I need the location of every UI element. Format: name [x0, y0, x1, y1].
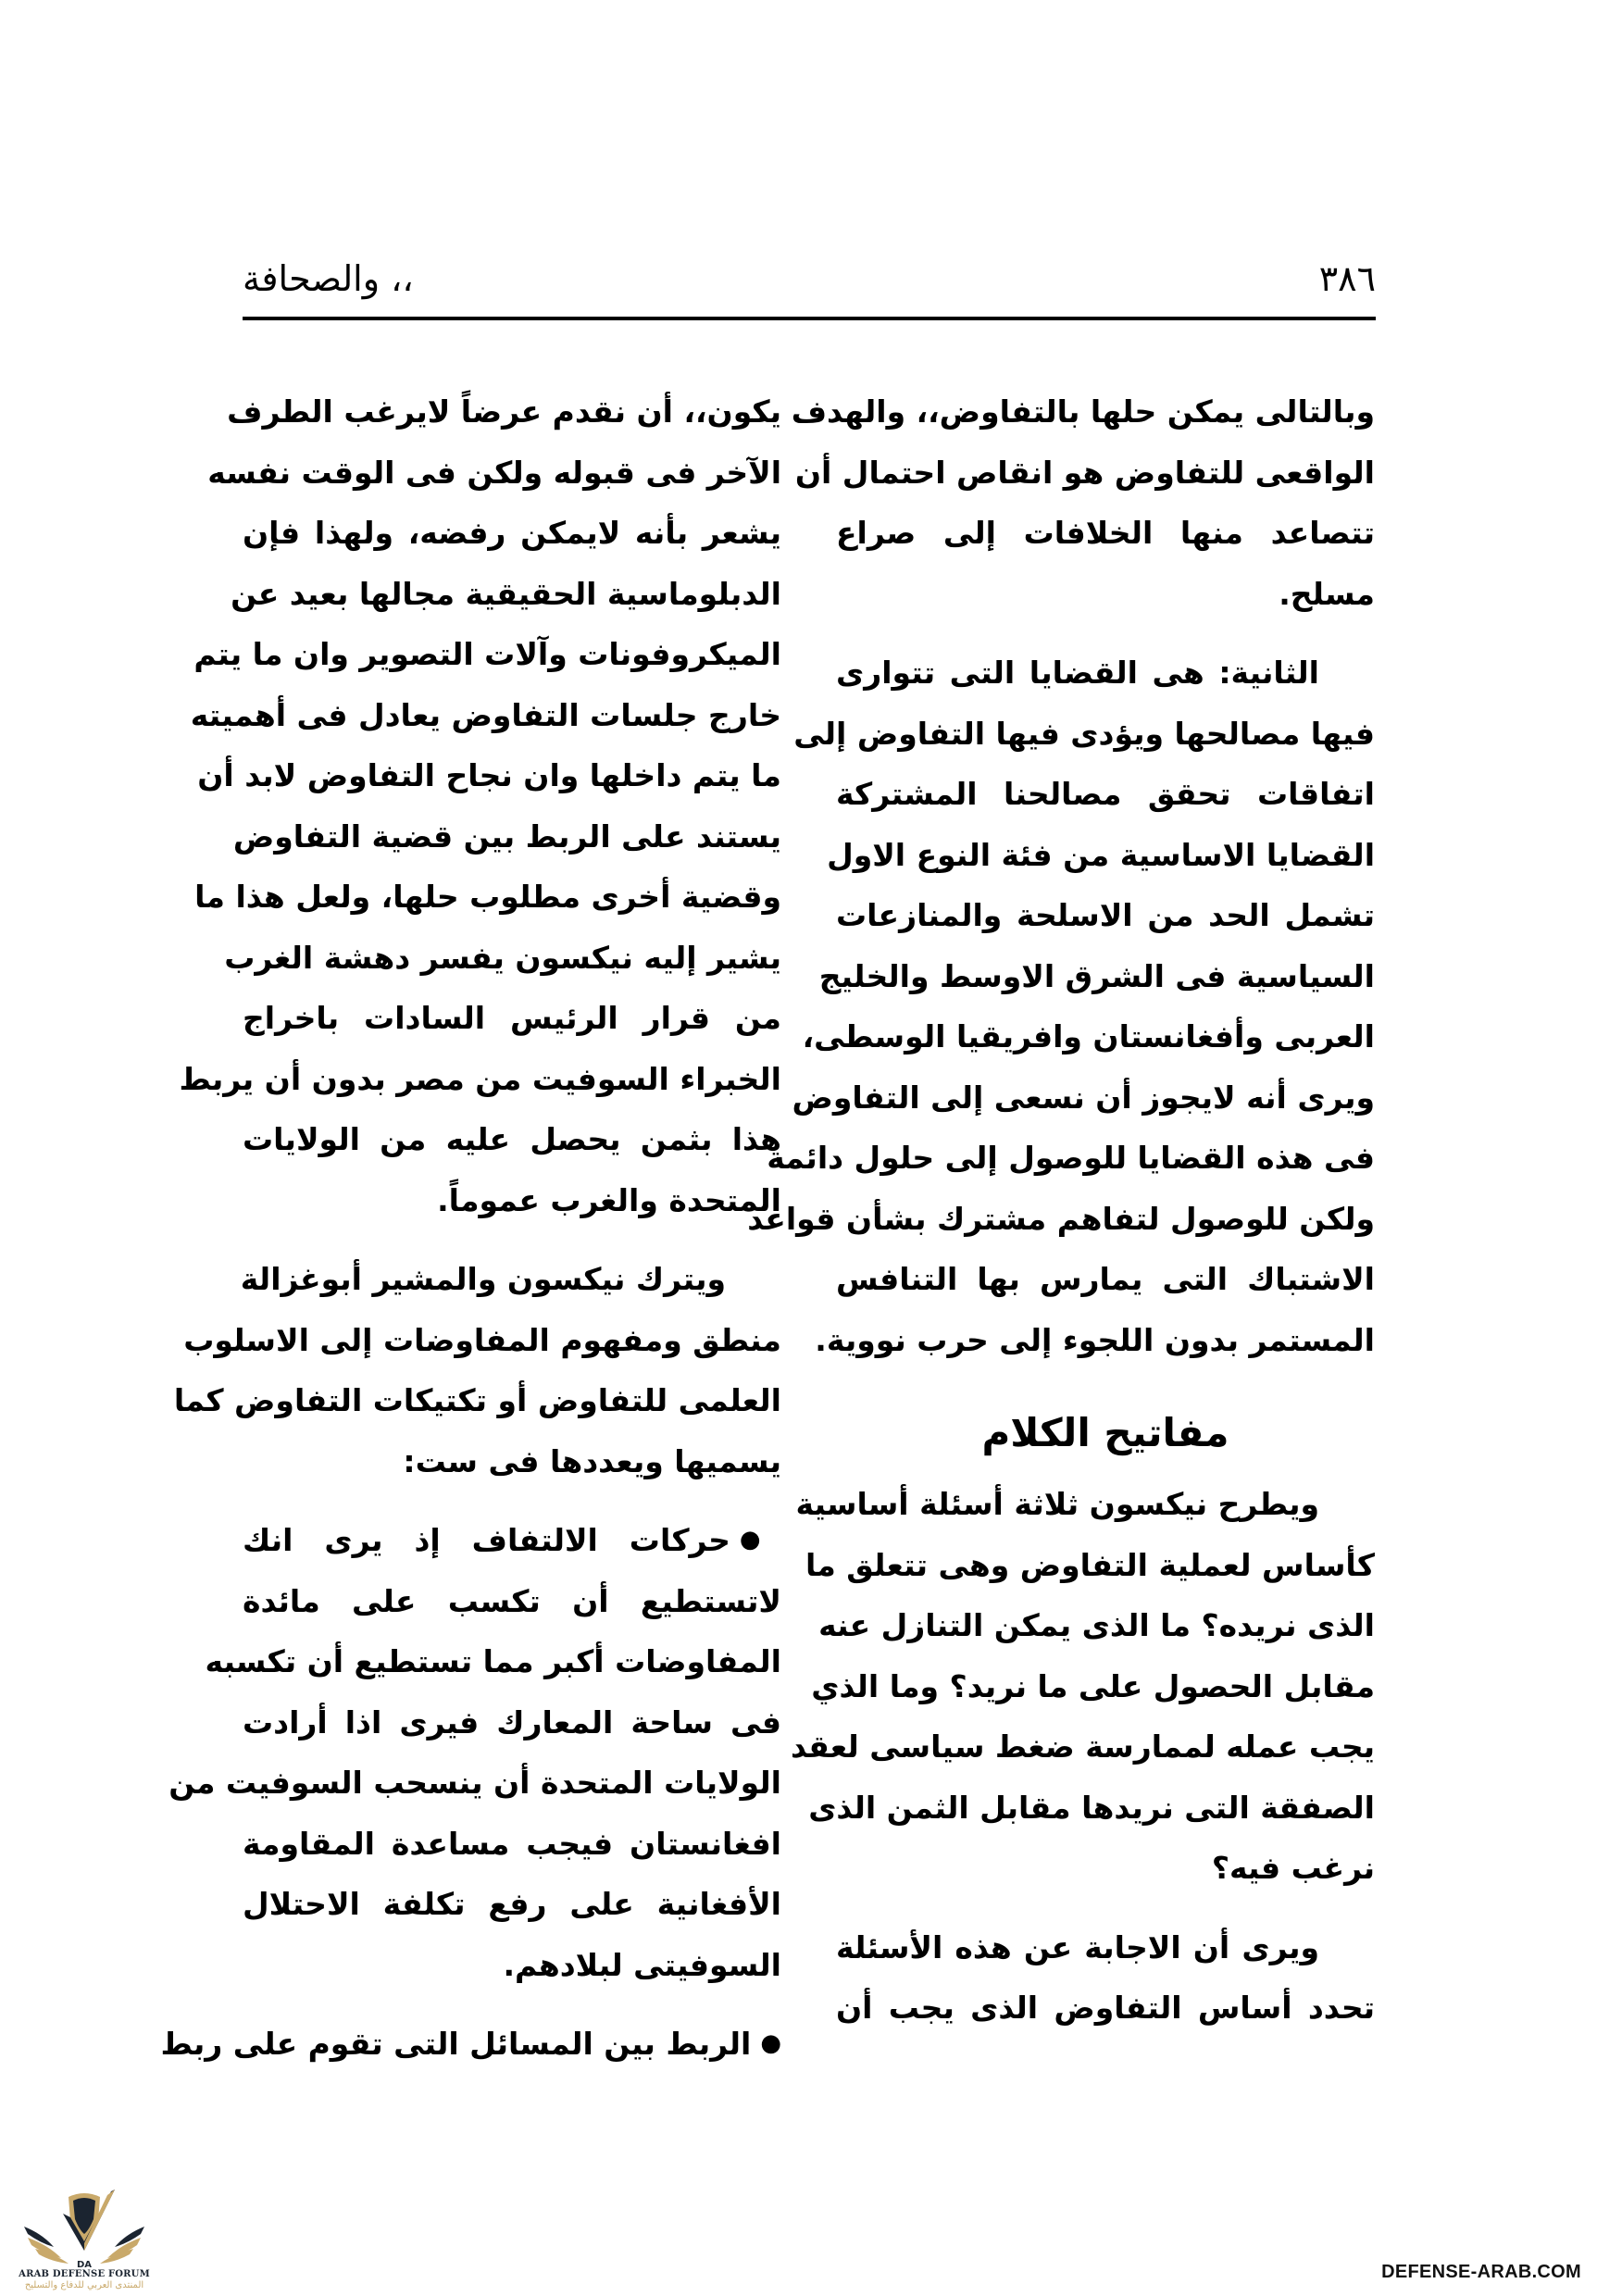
text-line: ويرى أنه لايجوز أن نسعى إلى التفاوض — [792, 1079, 1375, 1116]
text-line: الذى نريده؟ ما الذى يمكن التنازل عنه — [818, 1607, 1375, 1643]
text-line: خارج جلسات التفاوض يعادل فى أهميته — [190, 696, 781, 733]
text-line: مسلح. — [1279, 575, 1375, 612]
text-line: تشمل الحد من الاسلحة والمنازعات — [836, 897, 1375, 933]
text-line: يستند على الربط بين قضية التفاوض — [232, 817, 781, 855]
text-line: الصفقة التى نريدها مقابل الثمن الذى — [808, 1789, 1375, 1826]
text-line: فى ساحة المعارك فيرى اذا أرادت — [243, 1703, 781, 1741]
left-column — [160, 381, 782, 2093]
text-line: السياسية فى الشرق الاوسط والخليج — [818, 957, 1375, 994]
text-line: كأساس لعملية التفاوض وهى تتعلق ما — [805, 1546, 1375, 1583]
forum-name-en: ARAB DEFENSE FORUM — [19, 2269, 150, 2279]
text-line: القضايا الاساسية من فئة النوع الاول — [827, 836, 1375, 873]
text-line: من قرار الرئيس السادات باخراج — [243, 1000, 781, 1036]
text-line: مقابل الحصول على ما نريد؟ وما الذي — [811, 1667, 1375, 1704]
text-line: العلمى للتفاوض أو تكتيكات التفاوض كما — [173, 1382, 781, 1418]
paragraph — [173, 1249, 781, 1491]
text-line: المفاوضات أكبر مما تستطيع أن تكسبه — [205, 1643, 781, 1679]
text-line: اتفاقات تحقق مصالحنا المشتركة — [836, 776, 1375, 812]
text-line: الآخر فى قبوله ولكن فى الوقت نفسه — [207, 454, 781, 491]
text-line: لاتستطيع أن تكسب على مائدة — [243, 1582, 781, 1619]
bullet-text: حركات الالتفاف إذ يرى انك — [243, 1522, 730, 1558]
header-rule — [243, 317, 1376, 320]
text-line: يجب عمله لممارسة ضغط سياسى لعقد — [790, 1728, 1375, 1765]
text-line: الثانية: هى القضايا التى تتوارى — [836, 655, 1319, 691]
paragraph — [747, 643, 1375, 1370]
text-line: الدبلوماسية الحقيقية مجالها بعيد عن — [231, 575, 781, 612]
text-line: المستمر بدون اللجوء إلى حرب نووية. — [815, 1321, 1375, 1358]
forum-name-ar: المنتدى العربي للدفاع والتسليح — [24, 2280, 144, 2290]
svg-text:DA: DA — [76, 2260, 93, 2269]
text-line: هذا بثمن يحصل عليه من الولايات — [243, 1121, 781, 1157]
text-line: نرغب فيه؟ — [1211, 1850, 1375, 1886]
paragraph — [790, 1474, 1375, 1899]
text-line: فى هذه القضايا للوصول إلى حلول دائمة — [767, 1140, 1375, 1176]
forum-logo — [15, 2180, 154, 2291]
text-line: العربى وأفغانستان وافريقيا الوسطى، — [802, 1018, 1375, 1054]
text-line: ويرى أن الاجابة عن هذه الأسئلة — [836, 1928, 1319, 1965]
paragraph — [836, 1917, 1375, 2039]
text-line: ويطرح نيكسون ثلاثة أسئلة أساسية — [795, 1486, 1319, 1522]
text-line: يكون،، أن نقدم عرضاً لايرغب الطرف — [227, 393, 781, 430]
text-line: ما يتم داخلها وان نجاح التفاوض لابد أن — [197, 757, 781, 793]
text-line: تحدد أساس التفاوض الذى يجب أن — [836, 1990, 1375, 2026]
right-column — [747, 381, 1375, 2057]
running-title: ،، والصحافة — [243, 258, 414, 299]
bullet-text: الربط بين المسائل التى تقوم على ربط — [160, 2026, 752, 2062]
text-line: ويترك نيكسون والمشير أبوغزالة — [240, 1261, 726, 1297]
bullet-icon: ● — [760, 2029, 781, 2057]
text-line: الاشتباك التى يمارس بها التنافس — [836, 1261, 1375, 1297]
section-heading: مفاتيح الكلام — [981, 1410, 1229, 1455]
text-line: الميكروفونات وآلات التصوير وان ما يتم — [193, 636, 781, 672]
text-line — [243, 1510, 781, 1571]
page-header — [243, 257, 1376, 322]
shield-wings-icon — [15, 2180, 154, 2269]
text-line — [160, 2014, 781, 2075]
text-line: الواقعى للتفاوض هو انقاص احتمال أن — [794, 454, 1375, 491]
paragraph — [791, 381, 1375, 624]
text-line: يسميها ويعددها فى ست: — [403, 1442, 781, 1479]
text-line: ولكن للوصول لتفاهم مشترك بشأن قواعد — [747, 1200, 1375, 1237]
text-line: وقضية أخرى مطلوب حلها، ولعل هذا ما — [194, 879, 781, 915]
text-line: السوفيتى لبلادهم. — [503, 1946, 781, 1983]
page-number: ٣٨٦ — [1318, 258, 1376, 299]
text-line: افغانستان فيجب مساعدة المقاومة — [243, 1825, 781, 1862]
text-line: الخبراء السوفيت من مصر بدون أن يربط — [179, 1060, 781, 1097]
text-line: وبالتالى يمكن حلها بالتفاوض،، والهدف — [791, 393, 1375, 430]
bullet-icon: ● — [739, 1526, 782, 1554]
text-line: المتحدة والغرب عموماً. — [437, 1181, 781, 1218]
bullet-item — [168, 1510, 782, 1995]
paragraph — [179, 381, 781, 1230]
text-line: يشعر بأنه لايمكن رفضه، ولهذا فإن — [243, 515, 781, 551]
text-line: يشير إليه نيكسون يفسر دهشة الغرب — [224, 939, 781, 976]
text-line: الولايات المتحدة أن ينسحب السوفيت من — [168, 1765, 781, 1801]
text-line: منطق ومفهوم المفاوضات إلى الاسلوب — [183, 1321, 781, 1358]
watermark-site-url: DEFENSE-ARAB.COM — [1381, 2262, 1581, 2282]
text-line: الأفغانية على رفع تكلفة الاحتلال — [243, 1886, 781, 1922]
text-line: فيها مصالحها ويؤدى فيها التفاوض إلى — [793, 715, 1375, 752]
bullet-item — [160, 2014, 781, 2075]
text-line: تتصاعد منها الخلافات إلى صراع — [836, 515, 1375, 551]
